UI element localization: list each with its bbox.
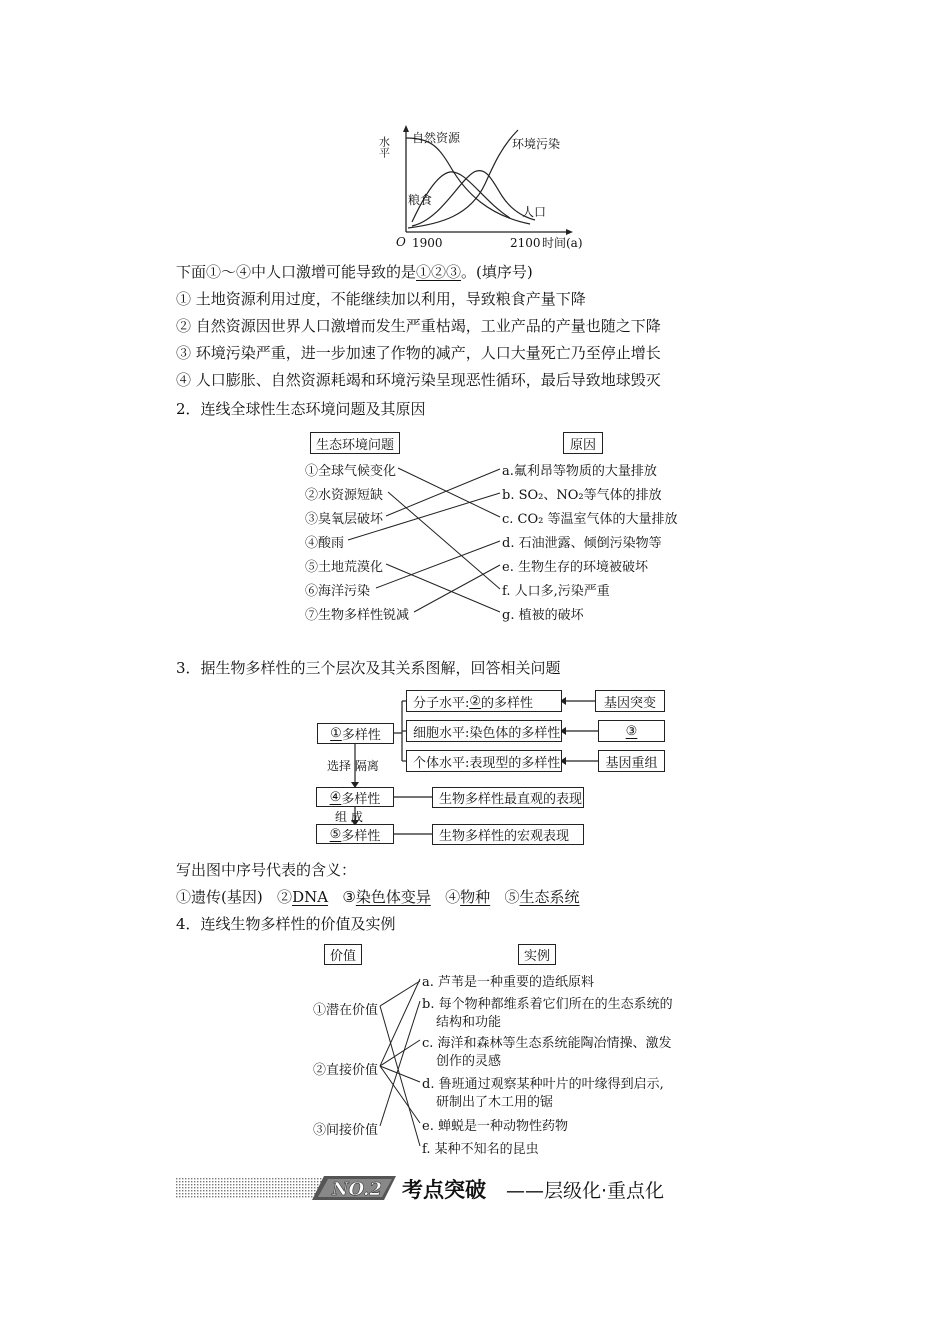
q3-level-individual: 个体水平:表现型的多样性 [406,750,562,772]
q1-option-2: ② 自然资源因世界人口激增而发生严重枯竭，工业产品的产量也随之下降 [176,317,661,335]
q1-option-3: ③ 环境污染严重，进一步加速了作物的减产，人口大量死亡乃至停止增长 [176,344,661,362]
curve-food-label: 粮食 [408,193,433,207]
banner-badge [312,1174,396,1202]
q2-left-item: ⑦生物多样性锐减 [305,608,410,623]
q3-box-5: ⑤ 多样性 [316,824,394,844]
q2-right-item: f. 人口多,污染严重 [502,584,610,599]
q2-left-item: ④酸雨 [305,536,345,551]
q2-title: 2．连线全球性生态环境问题及其原因 [176,400,426,418]
q4-example: b. 每个物种都维系着它们所在的生态系统的 [422,997,673,1012]
q2-right-header: 原因 [563,432,603,454]
q4-example: d. 鲁班通过观察某种叶片的叶缘得到启示, [422,1077,664,1092]
q4-example: f. 某种不知名的昆虫 [422,1142,539,1157]
q3-cause-recombination: 基因重组 [598,750,665,772]
q3-level-molecular: 分子水平: ② 的多样性 [406,690,562,712]
q2-left-item: ③臭氧层破坏 [305,512,384,527]
x-tick-1900: 1900 [412,236,443,250]
q2-left-item: ⑥海洋污染 [305,584,371,599]
curve-pollution-label: 环境污染 [512,137,561,151]
q3-cause-blank: ③ [598,720,665,742]
x-tick-2100: 2100 [510,236,541,250]
q3-level-cell: 细胞水平:染色体的多样性 [406,720,562,742]
q3-arrow-label-selection: 选择 隔离 [327,759,379,773]
q4-example-cont: 结构和功能 [436,1015,502,1030]
q4-example: a. 芦苇是一种重要的造纸原料 [422,975,595,990]
q2-right-item: d. 石油泄露、倾倒污染物等 [502,536,662,551]
q3-box-diversity: ① 多样性 [317,723,394,744]
q3-meanings: ①遗传(基因) ②DNA ③染色体变异 ④物种 ⑤生态系统 [176,888,580,906]
q1-option-4: ④ 人口膨胀、自然资源耗竭和环境污染呈现恶性循环，最后导致地球毁灭 [176,371,661,389]
section-banner [176,1172,696,1204]
q1-answer: ①②③ [416,263,462,281]
q4-left-header: 价值 [324,944,362,965]
q3-desc-5: 生物多样性的宏观表现 [432,824,584,845]
q4-title: 4．连线生物多样性的价值及实例 [176,915,396,933]
q2-left-item: ⑤土地荒漠化 [305,560,384,575]
q2-right-item: e. 生物生存的环境被破坏 [502,560,648,575]
q4-example: e. 蝉蜕是一种动物性药物 [422,1119,568,1134]
x-axis-label: 时间(a) [542,236,583,250]
q3-cause-gene-mutation: 基因突变 [595,690,665,712]
curve-natural-label: 自然资源 [412,131,461,145]
y-axis-label: 水平 [377,136,391,158]
q4-value: ②直接价值 [313,1063,379,1078]
q2-right-item: c. CO₂ 等温室气体的大量排放 [502,512,678,527]
q3-desc-4: 生物多样性最直观的表现 [432,787,584,808]
q4-right-header: 实例 [518,944,556,965]
origin-label: O [396,235,406,249]
q4-example-cont: 研制出了木工用的锯 [436,1095,554,1110]
q4-value: ③间接价值 [313,1123,379,1138]
banner-subtitle: ——层级化·重点化 [506,1180,665,1202]
q3-meaning-prompt: 写出图中序号代表的含义： [176,861,357,879]
banner-dotted-stripe [176,1178,326,1198]
q4-example: c. 海洋和森林等生态系统能陶冶情操、激发 [422,1036,672,1051]
q1-option-1: ① 土地资源利用过度，不能继续加以利用，导致粮食产量下降 [176,290,586,308]
q3-arrow-label-compose: 组 成 [335,810,363,824]
q3-title: 3．据生物多样性的三个层次及其关系图解，回答相关问题 [176,659,561,677]
banner-title: 考点突破 [402,1178,486,1202]
q4-value: ①潜在价值 [313,1003,379,1018]
q1-prompt: 下面①～④中人口激增可能导致的是①②③。(填序号) [176,263,533,281]
q2-left-item: ①全球气候变化 [305,464,397,479]
q2-left-header: 生态环境问题 [310,432,400,454]
banner-badge-text: NO.2 [332,1179,382,1200]
q2-left-item: ②水资源短缺 [305,488,384,503]
curve-population-label: 人口 [522,205,547,219]
q2-right-item: g. 植被的破坏 [502,608,584,623]
q4-example-cont: 创作的灵感 [436,1054,502,1069]
q2-right-item: b. SO₂、NO₂等气体的排放 [502,488,662,503]
q2-right-item: a.氟利昂等物质的大量排放 [502,464,657,479]
q3-box-4: ④ 多样性 [316,787,394,807]
